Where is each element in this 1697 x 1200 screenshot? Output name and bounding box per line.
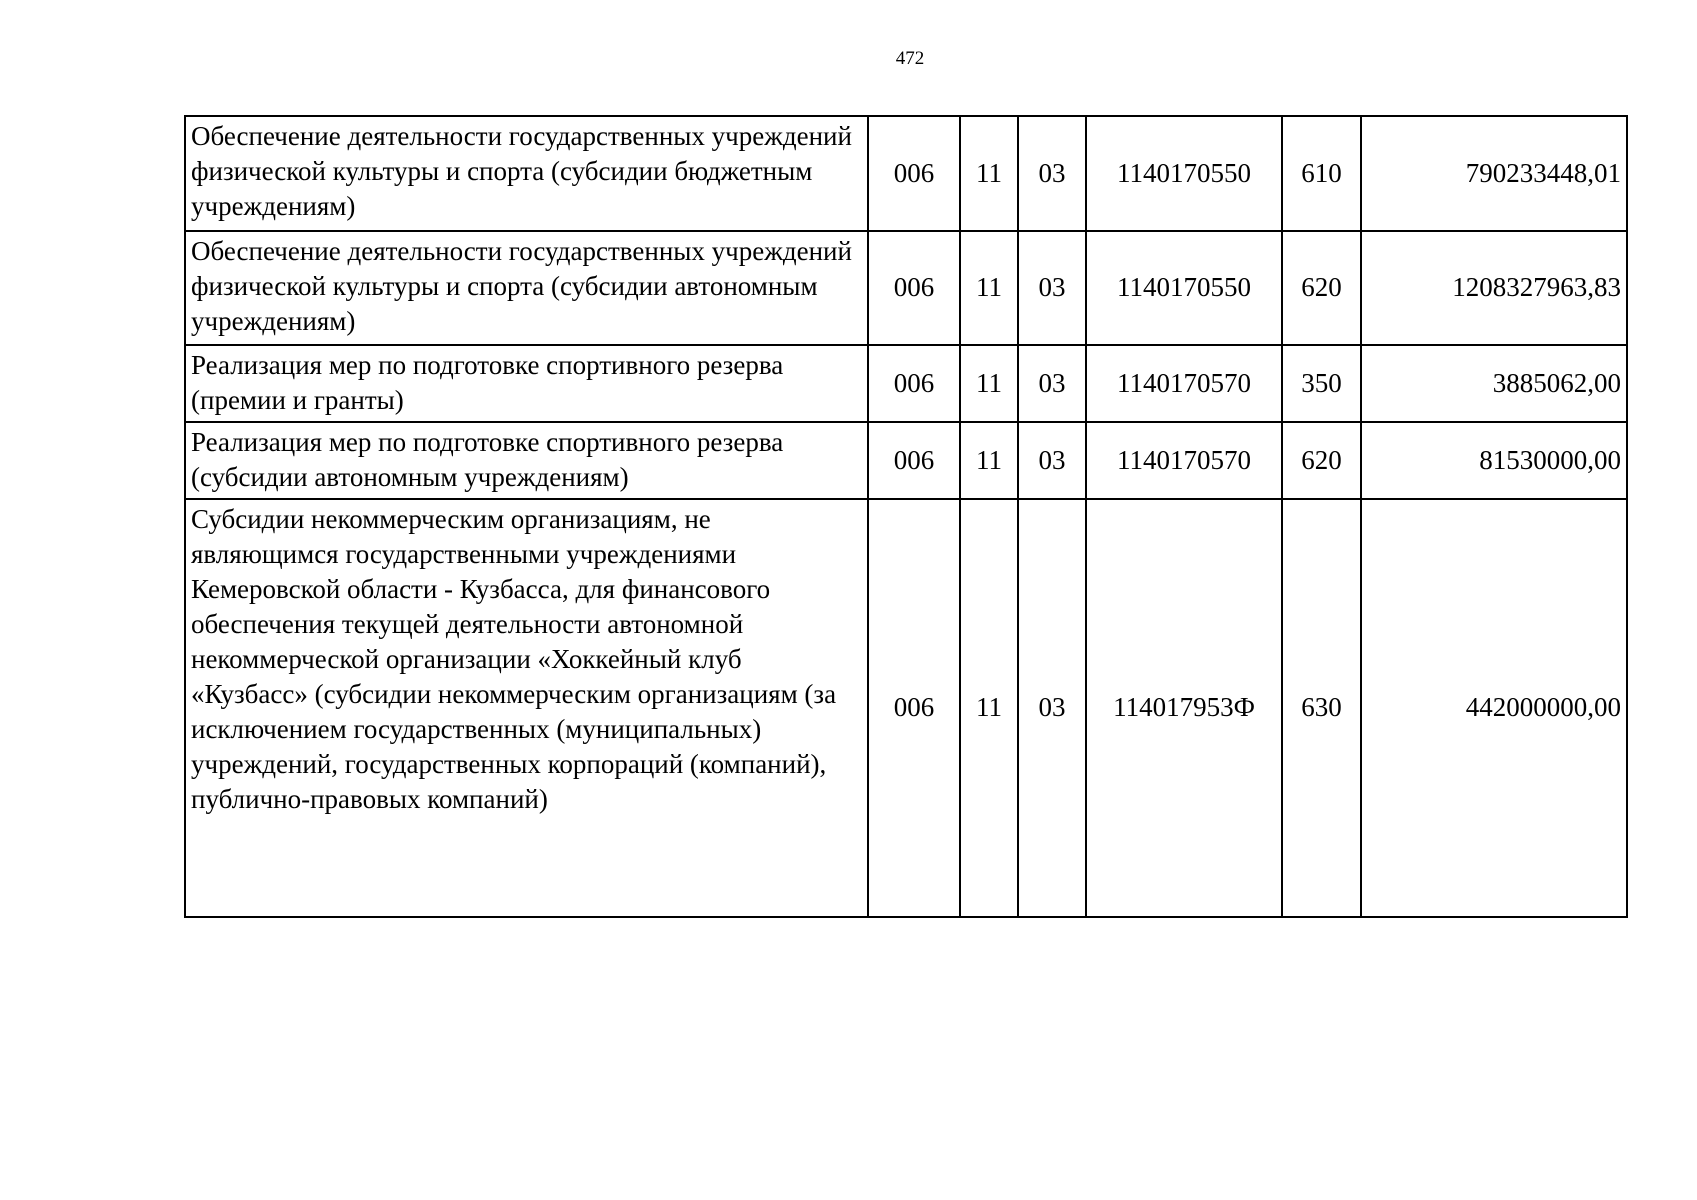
- row-section-code: 11: [960, 345, 1018, 422]
- row-section-code: 11: [960, 116, 1018, 231]
- budget-table: [184, 115, 1628, 918]
- row-expense-type-code: 620: [1282, 422, 1361, 499]
- table-row: [185, 499, 1627, 917]
- row-expense-type-code: 620: [1282, 231, 1361, 345]
- row-description: Обеспечение деятельности государственных учреждений физической культуры и спорта (субсидии автономным учреждениям): [185, 231, 868, 345]
- row-ved-code: 006: [868, 345, 960, 422]
- row-subsection-code: 03: [1018, 231, 1086, 345]
- row-target-article-code: 114017953Ф: [1086, 499, 1282, 917]
- row-description: Реализация мер по подготовке спортивного резерва (субсидии автономным учреждениям): [185, 422, 868, 499]
- row-description: Реализация мер по подготовке спортивного резерва (премии и гранты): [185, 345, 868, 422]
- row-amount: 442000000,00: [1361, 499, 1627, 917]
- row-target-article-code: 1140170570: [1086, 345, 1282, 422]
- row-section-code: 11: [960, 499, 1018, 917]
- row-target-article-code: 1140170550: [1086, 231, 1282, 345]
- row-amount: 81530000,00: [1361, 422, 1627, 499]
- table-row: [185, 116, 1627, 231]
- row-ved-code: 006: [868, 422, 960, 499]
- row-description: Обеспечение деятельности государственных учреждений физической культуры и спорта (субсидии бюджетным учреждениям): [185, 116, 868, 231]
- row-ved-code: 006: [868, 231, 960, 345]
- row-target-article-code: 1140170550: [1086, 116, 1282, 231]
- table-row: [185, 231, 1627, 345]
- row-description: Субсидии некоммерческим организациям, не являющимся государственными учреждениями Кемеровской области - Кузбасса, для финансового обеспечения текущей деятельности автономной некоммерческой организации «Хоккейный клуб «Кузбасс» (субсидии некоммерческим организациям (за исключением государственных (муниципальных) учреждений, государственных корпораций (компаний), публично-правовых компаний): [185, 499, 868, 917]
- row-expense-type-code: 630: [1282, 499, 1361, 917]
- row-ved-code: 006: [868, 499, 960, 917]
- row-section-code: 11: [960, 231, 1018, 345]
- row-expense-type-code: 610: [1282, 116, 1361, 231]
- row-ved-code: 006: [868, 116, 960, 231]
- row-target-article-code: 1140170570: [1086, 422, 1282, 499]
- table-row: [185, 345, 1627, 422]
- row-expense-type-code: 350: [1282, 345, 1361, 422]
- table-row: [185, 422, 1627, 499]
- row-subsection-code: 03: [1018, 345, 1086, 422]
- row-amount: 3885062,00: [1361, 345, 1627, 422]
- row-subsection-code: 03: [1018, 422, 1086, 499]
- row-subsection-code: 03: [1018, 499, 1086, 917]
- row-amount: 1208327963,83: [1361, 231, 1627, 345]
- page-number: 472: [895, 48, 925, 69]
- row-section-code: 11: [960, 422, 1018, 499]
- row-subsection-code: 03: [1018, 116, 1086, 231]
- row-amount: 790233448,01: [1361, 116, 1627, 231]
